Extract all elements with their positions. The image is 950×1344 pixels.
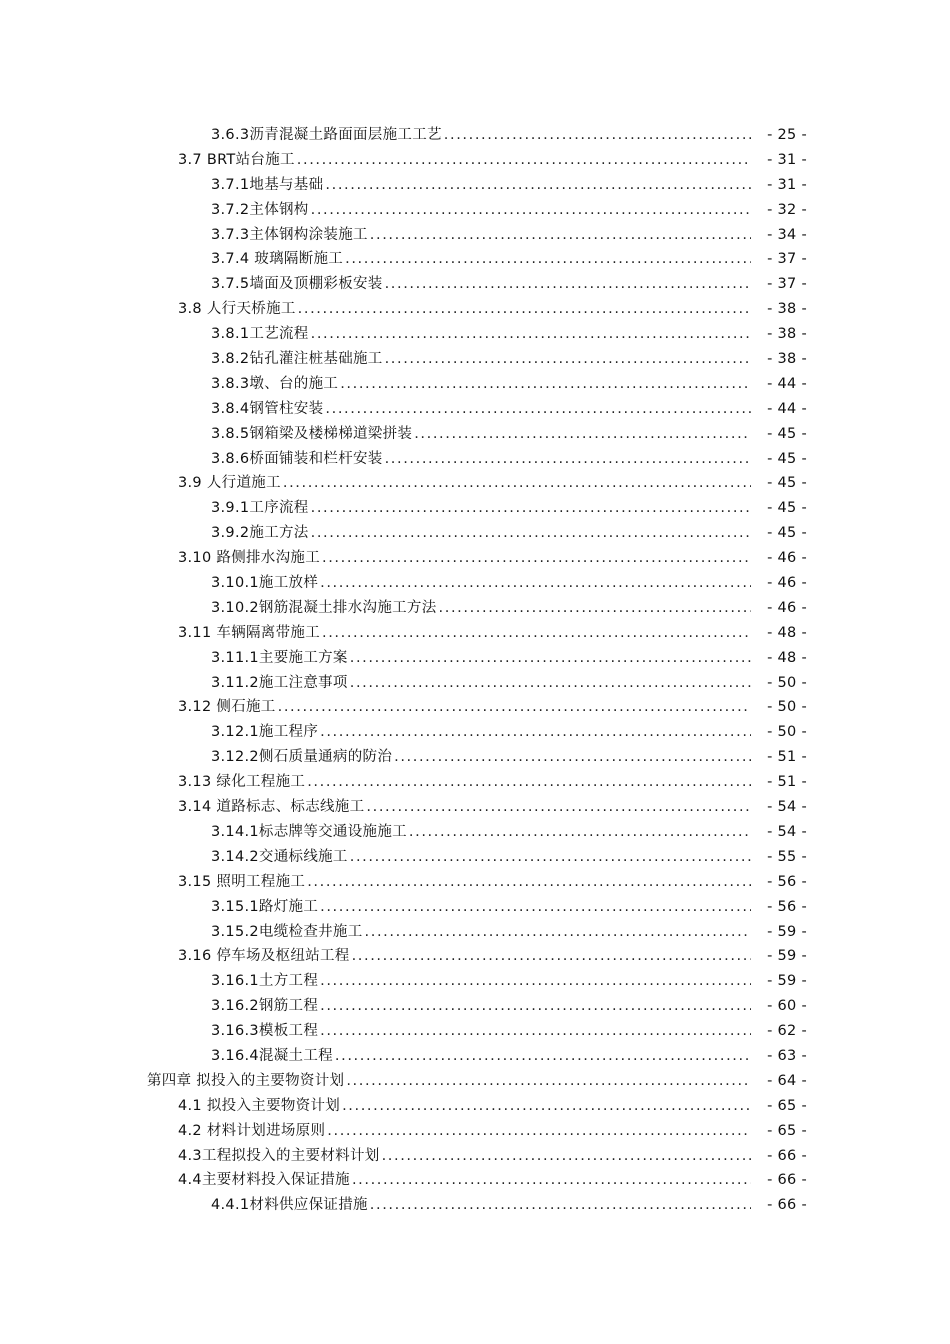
- toc-entry[interactable]: [0, 148, 950, 173]
- toc-page-number: - 38 -: [767, 351, 807, 368]
- toc-dot-leader: [352, 1168, 751, 1193]
- toc-dot-leader: [350, 845, 751, 870]
- toc-entry[interactable]: [0, 223, 950, 248]
- toc-entry-title: 3.15.2电缆检查井施工: [211, 923, 363, 940]
- toc-entry[interactable]: [0, 745, 950, 770]
- toc-page-number: - 32 -: [767, 201, 807, 218]
- toc-entry-title: 3.14 道路标志、标志线施工: [178, 799, 365, 816]
- toc-entry[interactable]: [0, 720, 950, 745]
- toc-entry-title: 4.4主要材料投入保证措施: [178, 1172, 350, 1189]
- toc-page-number: - 48 -: [767, 624, 807, 641]
- toc-dot-leader: [307, 770, 751, 795]
- toc-entry-title: 3.11 车辆隔离带施工: [178, 624, 320, 641]
- toc-entry-title: 3.8.5钢箱梁及楼梯梯道梁拼装: [211, 425, 413, 442]
- toc-entry-title: 3.7.4 玻璃隔断施工: [211, 251, 344, 268]
- toc-dot-leader: [307, 870, 751, 895]
- toc-entry[interactable]: [0, 1019, 950, 1044]
- toc-entry[interactable]: [0, 297, 950, 322]
- toc-dot-leader: [340, 372, 751, 397]
- toc-page-number: - 60 -: [767, 998, 807, 1015]
- toc-entry-title: 3.9.2施工方法: [211, 525, 309, 542]
- toc-dot-leader: [311, 521, 751, 546]
- toc-page-number: - 66 -: [767, 1147, 807, 1164]
- toc-page-number: - 63 -: [767, 1047, 807, 1064]
- toc-entry[interactable]: [0, 621, 950, 646]
- toc-entry-title: 3.12.2侧石质量通病的防治: [211, 749, 393, 766]
- toc-page-number: - 50 -: [767, 674, 807, 691]
- toc-page-number: - 56 -: [767, 873, 807, 890]
- toc-page-number: - 31 -: [767, 151, 807, 168]
- toc-entry-title: 3.10.2钢筋混凝土排水沟施工方法: [211, 599, 437, 616]
- toc-entry-title: 3.7.1地基与基础: [211, 176, 324, 193]
- toc-page-number: - 66 -: [767, 1172, 807, 1189]
- toc-entry[interactable]: [0, 447, 950, 472]
- toc-entry[interactable]: [0, 1144, 950, 1169]
- toc-page-number: - 59 -: [767, 973, 807, 990]
- toc-entry[interactable]: [0, 571, 950, 596]
- toc-dot-leader: [320, 895, 751, 920]
- toc-entry[interactable]: [0, 397, 950, 422]
- toc-entry-title: 3.16.3模板工程: [211, 1023, 319, 1040]
- toc-dot-leader: [327, 1119, 751, 1144]
- toc-page-number: - 51 -: [767, 749, 807, 766]
- toc-dot-leader: [345, 247, 751, 272]
- toc-entry[interactable]: [0, 646, 950, 671]
- toc-entry[interactable]: [0, 969, 950, 994]
- toc-page-number: - 56 -: [767, 898, 807, 915]
- toc-entry[interactable]: [0, 770, 950, 795]
- toc-entry[interactable]: [0, 173, 950, 198]
- toc-entry[interactable]: [0, 496, 950, 521]
- toc-dot-leader: [370, 223, 751, 248]
- toc-dot-leader: [409, 820, 751, 845]
- toc-entry-title: 第四章 拟投入的主要物资计划: [147, 1072, 345, 1089]
- toc-page-number: - 48 -: [767, 649, 807, 666]
- toc-entry[interactable]: [0, 123, 950, 148]
- toc-entry-title: 3.15 照明工程施工: [178, 873, 306, 890]
- toc-entry[interactable]: [0, 1069, 950, 1094]
- toc-page-number: - 37 -: [767, 251, 807, 268]
- toc-page-number: - 62 -: [767, 1023, 807, 1040]
- toc-dot-leader: [414, 422, 751, 447]
- toc-page-number: - 44 -: [767, 375, 807, 392]
- toc-entry-title: 3.12.1施工程序: [211, 724, 319, 741]
- toc-entry-title: 3.7 BRT站台施工: [178, 151, 295, 168]
- toc-page-number: - 59 -: [767, 923, 807, 940]
- toc-dot-leader: [320, 720, 751, 745]
- toc-dot-leader: [382, 1144, 751, 1169]
- toc-page-number: - 64 -: [767, 1072, 807, 1089]
- toc-entry-title: 3.9 人行道施工: [178, 475, 281, 492]
- toc-dot-leader: [311, 322, 751, 347]
- toc-entry[interactable]: [0, 198, 950, 223]
- toc-page-number: - 44 -: [767, 400, 807, 417]
- toc-page-number: - 45 -: [767, 525, 807, 542]
- toc-entry-title: 3.7.3主体钢构涂装施工: [211, 226, 368, 243]
- toc-dot-leader: [385, 272, 751, 297]
- toc-entry[interactable]: [0, 372, 950, 397]
- toc-entry-title: 3.15.1路灯施工: [211, 898, 319, 915]
- toc-entry-title: 3.8.6桥面铺装和栏杆安装: [211, 450, 383, 467]
- toc-entry-title: 3.13 绿化工程施工: [178, 774, 306, 791]
- toc-page-number: - 31 -: [767, 176, 807, 193]
- toc-entry-title: 3.7.2主体钢构: [211, 201, 309, 218]
- toc-entry-title: 3.7.5墙面及顶棚彩板安装: [211, 276, 383, 293]
- toc-dot-leader: [370, 1193, 751, 1218]
- toc-entry[interactable]: [0, 471, 950, 496]
- toc-entry[interactable]: [0, 944, 950, 969]
- toc-page-number: - 50 -: [767, 699, 807, 716]
- toc-entry[interactable]: [0, 795, 950, 820]
- toc-entry-title: 3.12 侧石施工: [178, 699, 276, 716]
- toc-entry-title: 4.4.1材料供应保证措施: [211, 1197, 368, 1214]
- toc-dot-leader: [298, 297, 751, 322]
- toc-entry[interactable]: [0, 994, 950, 1019]
- toc-dot-leader: [439, 596, 751, 621]
- toc-dot-leader: [350, 671, 751, 696]
- toc-entry-title: 3.16.4混凝土工程: [211, 1047, 333, 1064]
- toc-entry[interactable]: [0, 1193, 950, 1218]
- toc-entry-title: 3.10 路侧排水沟施工: [178, 550, 320, 567]
- toc-entry-title: 3.16 停车场及枢纽站工程: [178, 948, 350, 965]
- toc-entry-title: 3.8 人行天桥施工: [178, 301, 296, 318]
- toc-dot-leader: [311, 496, 751, 521]
- toc-entry[interactable]: [0, 596, 950, 621]
- toc-entry[interactable]: [0, 272, 950, 297]
- toc-entry[interactable]: [0, 1044, 950, 1069]
- toc-page-number: - 45 -: [767, 450, 807, 467]
- toc-page-number: - 59 -: [767, 948, 807, 965]
- toc-dot-leader: [394, 745, 751, 770]
- toc-entry[interactable]: [0, 347, 950, 372]
- toc-page-number: - 66 -: [767, 1197, 807, 1214]
- toc-entry-title: 3.16.1土方工程: [211, 973, 319, 990]
- toc-page-number: - 54 -: [767, 799, 807, 816]
- toc-entry-title: 3.8.2钻孔灌注桩基础施工: [211, 351, 383, 368]
- toc-dot-leader: [350, 646, 751, 671]
- toc-dot-leader: [325, 173, 751, 198]
- toc-entry-title: 3.9.1工序流程: [211, 500, 309, 517]
- toc-page-number: - 51 -: [767, 774, 807, 791]
- toc-entry[interactable]: [0, 546, 950, 571]
- toc-entry[interactable]: [0, 1119, 950, 1144]
- toc-entry[interactable]: [0, 247, 950, 272]
- toc-dot-leader: [346, 1069, 751, 1094]
- toc-entry-title: 3.14.1标志牌等交通设施施工: [211, 823, 407, 840]
- toc-page-number: - 46 -: [767, 599, 807, 616]
- toc-page-number: - 54 -: [767, 823, 807, 840]
- toc-entry-title: 3.14.2交通标线施工: [211, 848, 348, 865]
- toc-dot-leader: [278, 695, 751, 720]
- toc-entry-title: 3.8.3墩、台的施工: [211, 375, 339, 392]
- toc-entry-title: 4.2 材料计划进场原则: [178, 1122, 326, 1139]
- toc-dot-leader: [325, 397, 751, 422]
- toc-entry-title: 3.11.2施工注意事项: [211, 674, 348, 691]
- toc-page-number: - 45 -: [767, 500, 807, 517]
- toc-page-number: - 55 -: [767, 848, 807, 865]
- toc-dot-leader: [335, 1044, 751, 1069]
- toc-dot-leader: [311, 198, 751, 223]
- toc-page-number: - 46 -: [767, 550, 807, 567]
- toc-entry[interactable]: [0, 521, 950, 546]
- toc-dot-leader: [385, 347, 751, 372]
- toc-page-number: - 50 -: [767, 724, 807, 741]
- toc-page-number: - 37 -: [767, 276, 807, 293]
- toc-page-number: - 45 -: [767, 475, 807, 492]
- toc-entry-title: 3.16.2钢筋工程: [211, 998, 319, 1015]
- toc-entry[interactable]: [0, 895, 950, 920]
- toc-entry[interactable]: [0, 820, 950, 845]
- toc-page-number: - 65 -: [767, 1097, 807, 1114]
- toc-dot-leader: [365, 920, 751, 945]
- toc-entry[interactable]: [0, 422, 950, 447]
- toc-dot-leader: [444, 123, 751, 148]
- toc-entry-title: 4.1 拟投入主要物资计划: [178, 1097, 341, 1114]
- toc-dot-leader: [342, 1094, 751, 1119]
- toc-entry-title: 3.6.3沥青混凝土路面面层施工工艺: [211, 127, 442, 143]
- toc-entry[interactable]: [0, 920, 950, 945]
- toc-dot-leader: [320, 571, 751, 596]
- toc-entry-title: 4.3工程拟投入的主要材料计划: [178, 1147, 380, 1164]
- toc-entry-title: 3.11.1主要施工方案: [211, 649, 348, 666]
- toc-entry[interactable]: [0, 695, 950, 720]
- toc-dot-leader: [385, 447, 751, 472]
- toc-page-number: - 45 -: [767, 425, 807, 442]
- toc-entry-title: 3.10.1施工放样: [211, 575, 319, 592]
- toc-dot-leader: [366, 795, 751, 820]
- toc-entry[interactable]: [0, 1168, 950, 1193]
- toc-entry[interactable]: [0, 322, 950, 347]
- toc-dot-leader: [297, 148, 751, 173]
- toc-dot-leader: [322, 546, 751, 571]
- toc-dot-leader: [320, 969, 751, 994]
- toc-dot-leader: [283, 471, 751, 496]
- table-of-contents: [0, 123, 950, 1218]
- toc-entry[interactable]: [0, 671, 950, 696]
- toc-entry-title: 3.8.4钢管柱安装: [211, 400, 324, 417]
- toc-page-number: - 65 -: [767, 1122, 807, 1139]
- toc-dot-leader: [322, 621, 751, 646]
- toc-page-number: - 46 -: [767, 575, 807, 592]
- toc-dot-leader: [320, 994, 751, 1019]
- toc-entry[interactable]: [0, 1094, 950, 1119]
- toc-page-number: - 25 -: [767, 127, 807, 143]
- toc-entry-title: 3.8.1工艺流程: [211, 326, 309, 343]
- toc-page-number: - 38 -: [767, 326, 807, 343]
- toc-page-number: - 34 -: [767, 226, 807, 243]
- toc-dot-leader: [352, 944, 751, 969]
- toc-dot-leader: [320, 1019, 751, 1044]
- toc-entry[interactable]: [0, 845, 950, 870]
- toc-page-number: - 38 -: [767, 301, 807, 318]
- toc-entry[interactable]: [0, 870, 950, 895]
